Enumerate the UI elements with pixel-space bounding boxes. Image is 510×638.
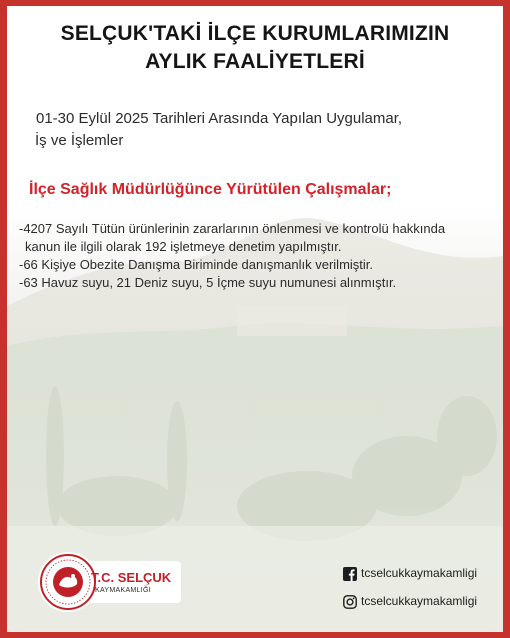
seal-icon [37,551,99,613]
intro-text [35,108,475,152]
page-heading [7,20,503,76]
logo-name: T.C. SELÇUK [91,570,172,585]
list-item: -63 Havuz suyu, 21 Deniz suyu, 5 İçme suyu numunesi alınmıştır. [19,275,397,290]
heading-line-1: SELÇUK'TAKİ İLÇE KURUMLARIMIZIN [60,22,450,45]
facebook-icon [343,567,357,581]
instagram-icon [343,595,357,609]
instagram-handle: tcselcukkaymakamligi [361,594,478,608]
institution-logo [37,551,177,615]
list-item: -66 Kişiye Obezite Danışma Biriminde danışmanlık verilmiştir. [19,257,374,272]
logo-subtitle: KAYMAKAMLIĞI [95,587,151,594]
section-title: İlçe Sağlık Müdürlüğünce Yürütülen Çalışmalar; [29,181,392,198]
content-panel [7,6,503,632]
instagram-link[interactable] [343,592,503,620]
intro-line-2: İş ve İşlemler [35,132,124,149]
intro-line-1: 01-30 Eylül 2025 Tarihleri Arasında Yapılan Uygulamar, [36,110,403,127]
activity-list [19,220,499,292]
heading-line-2: AYLIK FAALİYETLERİ [145,50,365,73]
social-links [343,564,503,620]
facebook-link[interactable] [343,564,503,592]
facebook-handle: tcselcukkaymakamligi [361,566,478,580]
list-item: -4207 Sayılı Tütün ürünlerinin zararlarının önlenmesi ve kontrolü hakkında [19,221,446,236]
list-item-continuation: kanun ile ilgili olarak 192 işletmeye denetim yapılmıştır. [25,239,342,254]
landscape-background [7,6,503,632]
